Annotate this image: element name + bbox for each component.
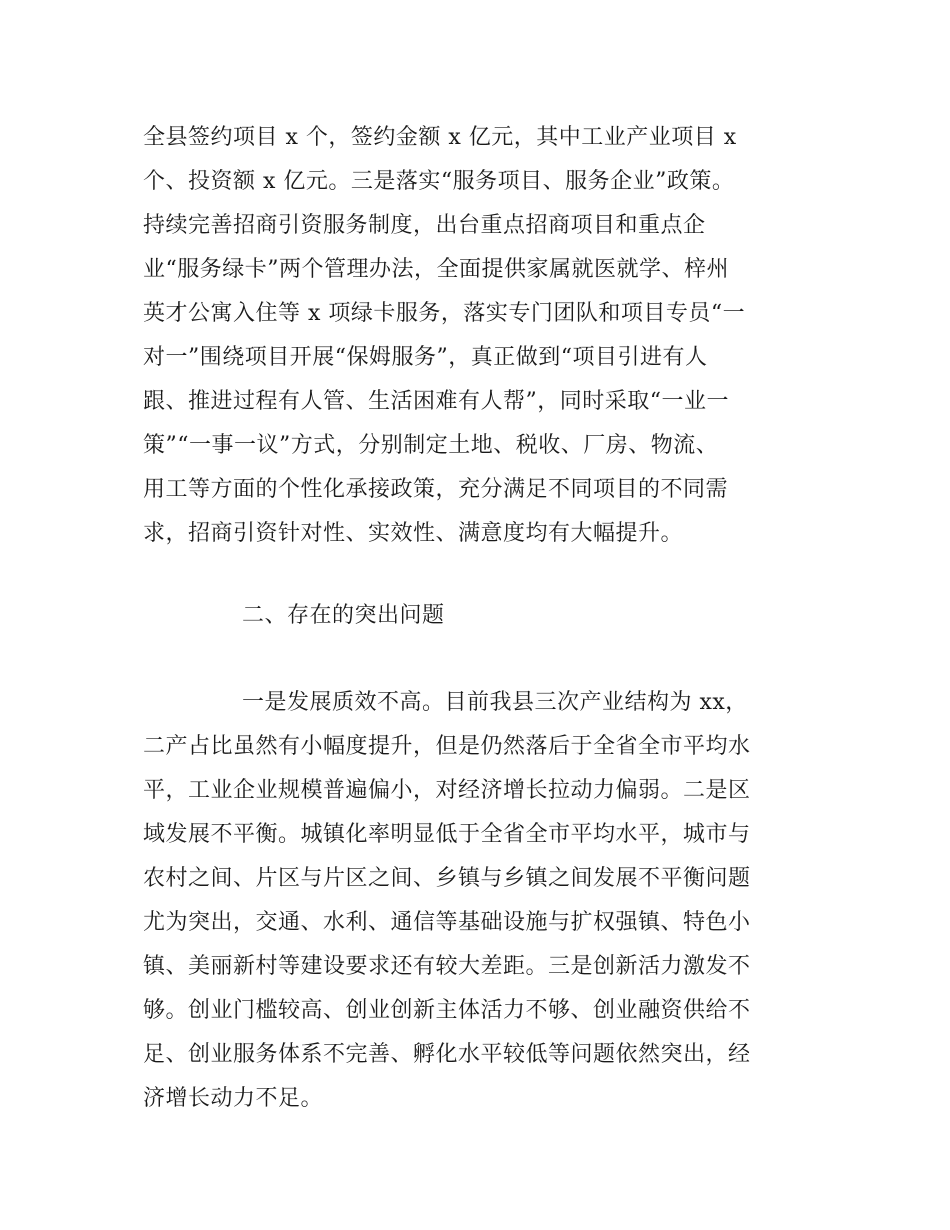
paragraph-2-line-8: 够。创业门槛较高、创业创新主体活力不够、创业融资供给不 (143, 998, 751, 1023)
paragraph-1-line-7: 跟、推进过程有人管、生活困难有人帮”，同时采取“一业一 (143, 389, 729, 414)
paragraph-2-line-1: 一是发展质效不高。目前我县三次产业结构为 xx， (242, 690, 748, 715)
paragraph-1-line-10: 求，招商引资针对性、实效性、满意度均有大幅提升。 (143, 521, 684, 546)
paragraph-1-line-9: 用工等方面的个性化承接政策，充分满足不同项目的不同需 (143, 477, 729, 502)
paragraph-2-line-5: 农村之间、片区与片区之间、乡镇与乡镇之间发展不平衡问题 (143, 866, 751, 891)
paragraph-2-line-9: 足、创业服务体系不完善、孵化水平较低等问题依然突出，经 (143, 1042, 751, 1067)
paragraph-1-line-4: 业“服务绿卡”两个管理办法，全面提供家属就医就学、梓州 (143, 257, 729, 282)
paragraph-1-line-6: 对一”围绕项目开展“保姆服务”，真正做到“项目引进有人 (143, 345, 708, 370)
paragraph-1-line-8: 策”“一事一议”方式，分别制定土地、税收、厂房、物流、 (143, 433, 719, 458)
paragraph-2-line-6: 尤为突出，交通、水利、通信等基础设施与扩权强镇、特色小 (143, 910, 751, 935)
paragraph-1-line-3: 持续完善招商引资服务制度，出台重点招商项目和重点企 (143, 213, 706, 238)
paragraph-1-line-5: 英才公寓入住等 x 项绿卡服务，落实专门团队和项目专员“一 (143, 301, 746, 326)
paragraph-2-line-3: 平，工业企业规模普遍偏小，对经济增长拉动力偏弱。二是区 (143, 778, 751, 803)
paragraph-1-line-2: 个、投资额 x 亿元。三是落实“服务项目、服务企业”政策。 (143, 169, 735, 194)
section-heading: 二、存在的突出问题 (242, 603, 445, 628)
paragraph-2-line-2: 二产占比虽然有小幅度提升，但是仍然落后于全省全市平均水 (143, 734, 751, 759)
paragraph-2-line-10: 济增长动力不足。 (143, 1086, 324, 1111)
paragraph-2-line-4: 域发展不平衡。城镇化率明显低于全省全市平均水平，城市与 (143, 822, 751, 847)
paragraph-1-line-1: 全县签约项目 x 个，签约金额 x 亿元，其中工业产业项目 x (143, 125, 737, 150)
paragraph-2-line-7: 镇、美丽新村等建设要求还有较大差距。三是创新活力激发不 (143, 954, 751, 979)
